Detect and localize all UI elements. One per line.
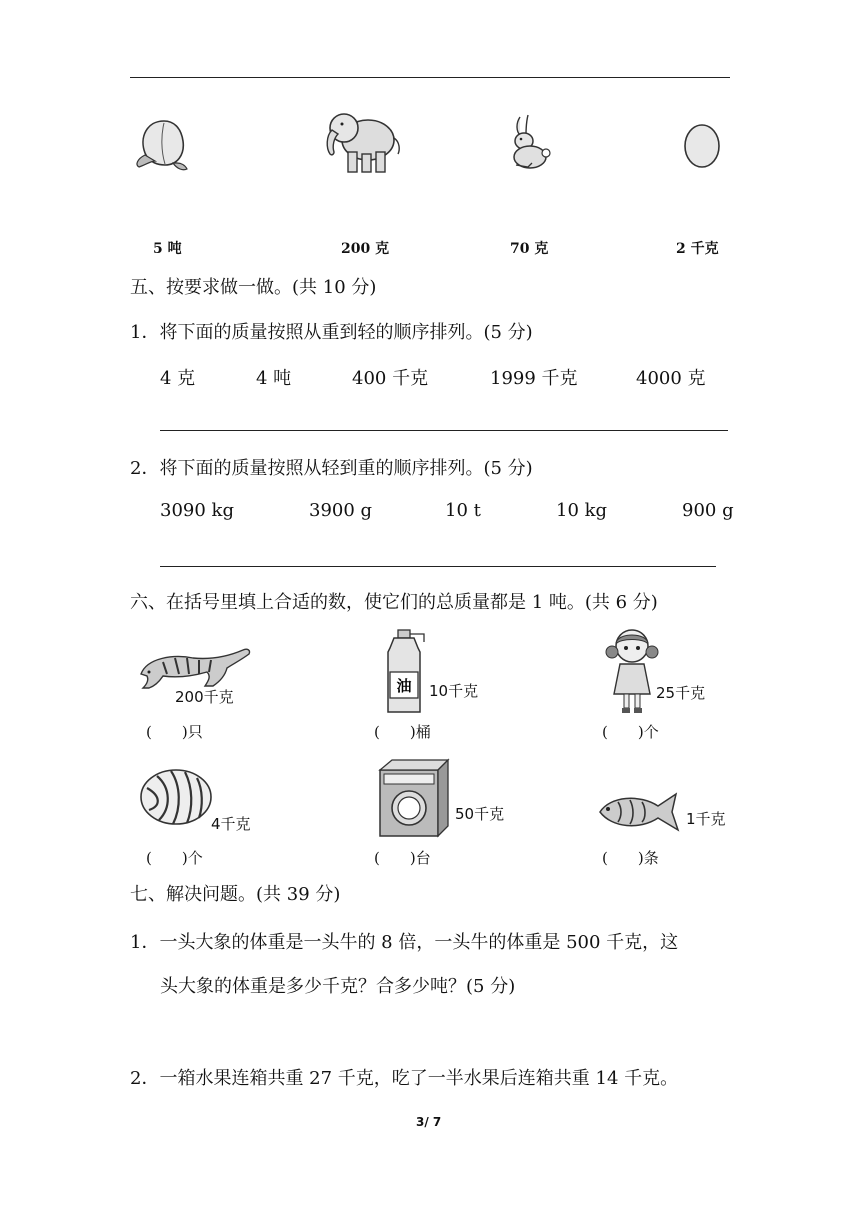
oil-weight: 10千克 xyxy=(429,682,479,700)
section5-q2-prompt: 2．将下面的质量按照从轻到重的顺序排列。(5 分) xyxy=(130,458,533,479)
washing-machine-icon xyxy=(376,756,452,840)
washing-machine-answer[interactable]: ( )台 xyxy=(374,849,431,867)
q1-item-3: 400 千克 xyxy=(352,368,429,389)
q2-item-2: 3900 g xyxy=(309,500,373,521)
watermelon-answer[interactable]: ( )个 xyxy=(146,849,203,867)
tiger-answer[interactable]: ( )只 xyxy=(146,723,203,741)
section7-q1-line1: 1．一头大象的体重是一头牛的 8 倍，一头牛的体重是 500 千克，这 xyxy=(130,932,679,953)
q2-item-1: 3090 kg xyxy=(160,500,234,521)
elephant-icon xyxy=(320,106,406,178)
weight-label-3: 70 克 xyxy=(510,241,549,257)
section7-q1-line2: 头大象的体重是多少千克？合多少吨？(5 分) xyxy=(160,976,516,997)
weight-label-1: 5 吨 xyxy=(153,241,182,257)
section6-title: 六、在括号里填上合适的数，使它们的总质量都是 1 吨。(共 6 分) xyxy=(130,592,658,613)
q2-answer-line[interactable] xyxy=(160,566,716,567)
washing-machine-weight: 50千克 xyxy=(455,805,505,823)
page-number: 3/ 7 xyxy=(416,1115,442,1129)
q2-item-3: 10 t xyxy=(445,500,481,521)
girl-answer[interactable]: ( )个 xyxy=(602,723,659,741)
fish-answer[interactable]: ( )条 xyxy=(602,849,659,867)
section5-q1-prompt: 1．将下面的质量按照从重到轻的顺序排列。(5 分) xyxy=(130,322,533,343)
rabbit-icon xyxy=(502,113,554,173)
tiger-weight: 200千克 xyxy=(175,688,234,706)
section5-title: 五、按要求做一做。(共 10 分) xyxy=(130,277,377,298)
girl-icon xyxy=(604,624,660,716)
peach-icon xyxy=(133,115,195,175)
q2-item-5: 900 g xyxy=(682,500,734,521)
weight-label-2: 200 克 xyxy=(341,241,390,257)
weight-label-4: 2 千克 xyxy=(676,241,719,257)
fish-icon xyxy=(596,788,682,836)
oil-bottle-icon xyxy=(384,628,434,718)
q1-item-5: 4000 克 xyxy=(636,368,706,389)
q1-item-2: 4 吨 xyxy=(256,368,292,389)
egg-icon xyxy=(682,122,722,170)
fish-weight: 1千克 xyxy=(686,810,726,828)
top-rule xyxy=(130,77,730,78)
section7-q2-line1: 2．一箱水果连箱共重 27 千克，吃了一半水果后连箱共重 14 千克。 xyxy=(130,1068,679,1089)
girl-weight: 25千克 xyxy=(656,684,706,702)
q1-item-1: 4 克 xyxy=(160,368,196,389)
q1-answer-line[interactable] xyxy=(160,430,728,431)
q1-item-4: 1999 千克 xyxy=(490,368,578,389)
watermelon-weight: 4千克 xyxy=(211,815,251,833)
q2-item-4: 10 kg xyxy=(556,500,608,521)
oil-label: 油 xyxy=(396,677,412,695)
oil-answer[interactable]: ( )桶 xyxy=(374,723,431,741)
watermelon-icon xyxy=(137,766,215,828)
section7-title: 七、解决问题。(共 39 分) xyxy=(130,884,341,905)
